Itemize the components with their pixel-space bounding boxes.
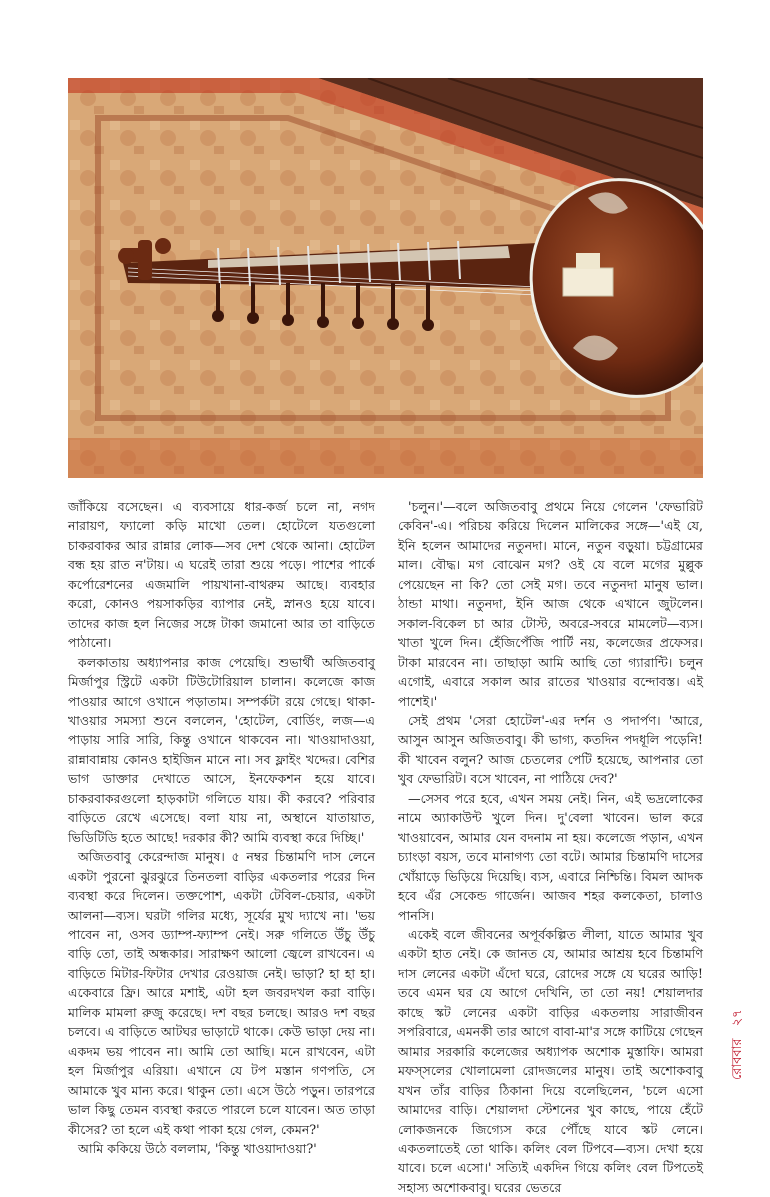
paragraph: আমি ককিয়ে উঠে বললাম, 'কিন্তু খাওয়াদাওয়া?': [78, 1140, 317, 1156]
article-column-right: [398, 497, 703, 1197]
folio-page-number: ২৭: [730, 1009, 745, 1027]
folio-section: রোববার: [730, 1038, 745, 1080]
paragraph: —সেসব পরে হবে, এখন সময় নেই। নিন, এই ভদ্রলোকের নামে অ্যাকাউন্ট খুলে দিন। দু'বেলা খাবেন। ভাল করে খাওয়াবেন, আমার যেন বদনাম না হয়। কলেজে পড়ান, এখন চ্যাংড়া বয়স, তবে মানাগণ্য তো বটে। আমার চিন্তামণি দাসের খোঁয়াড়ে ভিড়িয়ে দিয়েছি। ব্যস, এবারে নিশ্চিন্তি। বিমল আদক হবে এঁর সেকেন্ড গার্জেন। আজব শহর কলকেতা, চালাও পানসি।: [398, 790, 703, 923]
paragraph: একেই বলে জীবনের অপূর্বকল্পিত লীলা, যাতে আমার খুব একটা হাত নেই। কে জানত যে, আমার আশ্রয় হবে চিন্তামণি দাস লেনের একটা এঁদো ঘরে, রোদের সঙ্গে যে ঘরের আড়ি! তবে এমন ঘর যে আগে দেখিনি, তা তো নয়! শেয়ালদার কাছে স্কট লেনের একটা বাড়ির একতলায় সারাজীবন সপরিবারে, এমনকী তার আগে বাবা-মা'র সঙ্গে কাটিয়ে গেছেন আমার সরকারি কলেজের অধ্যাপক অশোক মুস্তাফি। আমরা মফস্সলের খোলামেলা রোদজলের মানুষ। তাই অশোকবাবু যখন তাঁর বাড়ির ঠিকানা দিয়ে বলেছিলেন, 'চলে এসো আমাদের বাড়ি। শেয়ালদা স্টেশনের খুব কাছে, পায়ে হেঁটে লোকজনকে জিগ্যেস করে পৌঁছে যাবে স্কট লেনে। একতলাতেই তো থাকি। কলিং বেল টিপবে—ব্যস। দেখা হয়ে যাবে। চলে এসো।' সত্যিই একদিন গিয়ে কলিং বেল টিপতেই সহাস্য অশোকবাবু। ঘরের ভেতরে: [398, 926, 703, 1195]
paragraph: জাঁকিয়ে বসেছেন। এ ব্যবসায়ে ধার-কর্জ চলে না, নগদ নারায়ণ, ফ্যালো কড়ি মাখো তেল। হোটেলে যতগুলো চাকরবাকর আর রান্নার লোক—সব দেশ থেকে আনা। হোটেল বন্ধ হয় রাত ন'টায়। এ ঘরেই তারা শুয়ে পড়ে। পাশের পার্কে কর্পোরেশনের এজমালি পায়খানা-বাথরুম আছে। ব্যবহার করো, কোনও পয়সাকড়ির ব্যাপার নেই, স্নানও হয়ে যাবে। তাদের কাজ হল নিজের সঙ্গে টাকা জমানো আর তা বাড়িতে পাঠানো।: [68, 499, 375, 651]
paragraph: অজিতবাবু কেরেন্দাজ মানুষ। ৫ নম্বর চিন্তামণি দাস লেনে একটা পুরনো ঝুরঝুরে তিনতলা বাড়ির একতলার পরের দিন ব্যবস্থা করে দিলেন। তক্তপোশ, একটা টেবিল-চেয়ার, একটা আলনা—ব্যস। ঘরটা গলির মধ্যে, সূর্যের মুখ দ্যাখে না। 'ভয় পাবেন না, ওসব ড্যাম্প-ফ্যাম্প নেই। সরু গলিতে উঁচু উঁচু বাড়ি তো, তাই অন্ধকার। সারাক্ষণ আলো জ্বেলে রাখবেন। এ বাড়িতে মিটার-ফিটার দেখার রেওয়াজ নেই। ভাড়া? হা হা হা। একেবারে ফ্রি। আরে মশাই, এটা হল জবরদখল করা বাড়ি। মালিক মামলা রুজু করেছে। দশ বছর চলছে। আরও দশ বছর চলবে। এ বাড়িতে আটঘর ভাড়াটে থাকে। কেউ ভাড়া দেয় না। একদম ভয় পাবেন না। আমি তো আছি। মনে রাখবেন, এটা হল মির্জাপুর এরিয়া। এখানে যে টপ মস্তান গণপতি, সে আমাকে খুব মান্য করে। থাকুন তো। এসে উঠে পড়ুন। তারপরে ভাল কিছু তেমন ব্যবস্থা করতে পারলে চলে যাবেন। অত তাড়া কীসের? তা হলে এই কথা পাকা হয়ে গেল, কেমন?': [68, 849, 375, 1137]
sitar-photo: [68, 78, 703, 478]
paragraph: 'চলুন।'—বলে অজিতবাবু প্রথমে নিয়ে গেলেন 'ফেভারিট কেবিন'-এ। পরিচয় করিয়ে দিলেন মালিকের সঙ্গে—'এই যে, ইনি হলেন আমাদের নতুনদা। মানে, নতুন বড়ুয়া। চট্টগ্রামের মাল। বৌদ্ধ। মগ বোঝেন মগ? ওই যে বলে মগের মুল্লুক পেয়েছেন না কি? তো সেই মগ। তবে নতুনদা মানুষ ভাল। ঠান্ডা মাথা। নতুনদা, ইনি আজ থেকে এখানে জুটলেন। সকাল-বিকেল চা আর টোস্ট, অবরে-সবরে মামলেট—ব্যস। খাতা খুলে দিন। হেঁজিপেঁজি পার্টি নয়, কলেজের প্রফেসর। টাকা মারবেন না। তাছাড়া আমি আছি তো গ্যারান্টি। চলুন এগোই, এবারে সকাল আর রাতের খাওয়ার বন্দোবস্ত। এই পাশেই।': [398, 499, 703, 709]
sitar-illustration: [68, 78, 703, 478]
paragraph: কলকাতায় অধ্যাপনার কাজ পেয়েছি। শুভার্থী অজিতবাবু মির্জাপুর স্ট্রিটে একটা টিউটোরিয়াল চালান। কলেজে কাজ পাওয়ার আগে ওখানে পড়াতাম। সম্পর্কটা রয়ে গেছে। থাকা-খাওয়ার সমস্যা শুনে বললেন, 'হোটেল, বোর্ডিং, লজ—এ পাড়ায় সারি সারি, কিন্তু ওখানে থাকবেন না। খাওয়াদাওয়া, রান্নাবান্নায় কোনও হাইজিন মানে না। সব ফ্লাইং খদ্দের। বেশির ভাগ ডাক্তার দেখাতে আসে, ইনফেকশন হয়ে যাবে। চাকরবাকরগুলো হাড়কাটা গলিতে যায়। কী করবে? পরিবার বাড়িতে রেখে এসেছে। বলা যায় না, অস্থানে যাতায়াত, ভিডিটিডি হতে আছে! দরকার কী? আমি ব্যবস্থা করে দিচ্ছি।': [68, 654, 375, 845]
article-column-left: [68, 497, 375, 1158]
page-folio: [728, 1001, 749, 1080]
paragraph: সেই প্রথম 'সেরা হোটেল'-এর দর্শন ও পদার্পণ। 'আরে, আসুন আসুন অজিতবাবু। কী ভাগ্য, কতদিন পদধূলি পড়েনি! কী খাবেন বলুন? আজ চেতলের পেটি হয়েছে, আপনার তো খুব ফেভারিট। বসে খাবেন, না পাঠিয়ে দেব?': [398, 712, 703, 787]
